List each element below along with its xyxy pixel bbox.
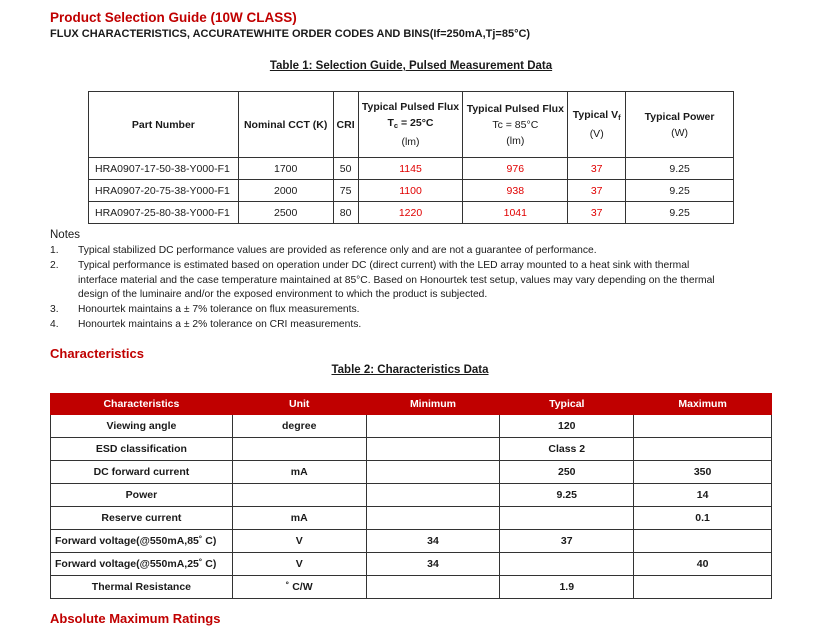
header-unit: Unit: [232, 394, 366, 415]
header-cri: CRI: [333, 92, 358, 158]
header-typical: Typical: [500, 394, 634, 415]
header-flux-85: Typical Pulsed Flux Tc = 85°C (lm): [463, 92, 568, 158]
note-item: 1. Typical stabilized DC performance values are provided as reference only and are not a guarantee of performance.: [50, 245, 597, 256]
table1-header-row: [89, 92, 734, 158]
table2-header-row: [51, 394, 772, 415]
note-item: 4. Honourtek maintains a ± 2% tolerance on CRI measurements.: [50, 319, 362, 330]
table-row: ESD classification Class 2: [51, 438, 772, 461]
header-maximum: Maximum: [634, 394, 772, 415]
table-row: Forward voltage(@550mA,25˚ C) V 34 40: [51, 553, 772, 576]
table-row: Thermal Resistance ˚ C/W 1.9: [51, 576, 772, 599]
notes-heading: Notes: [50, 229, 81, 241]
page-subtitle: FLUX CHARACTERISTICS, ACCURATEWHITE ORDER CODES AND BINS(If=250mA,Tj=85°C): [50, 28, 531, 40]
table-row: HRA0907-17-50-38-Y000-F1 1700 50 1145 976 37 9.25: [89, 158, 734, 180]
header-nominal-cct: Nominal CCT (K): [238, 92, 333, 158]
characteristics-heading: Characteristics: [50, 346, 144, 361]
table-row: HRA0907-25-80-38-Y000-F1 2500 80 1220 1041 37 9.25: [89, 202, 734, 224]
header-part-number: Part Number: [89, 92, 239, 158]
selection-guide-table: [88, 91, 734, 224]
absolute-max-heading: Absolute Maximum Ratings: [50, 611, 221, 626]
header-minimum: Minimum: [366, 394, 500, 415]
table2-caption: Table 2: Characteristics Data: [331, 364, 489, 376]
note-item: 3. Honourtek maintains a ± 7% tolerance on flux measurements.: [50, 304, 360, 315]
table-row: Viewing angle degree 120: [51, 415, 772, 438]
table-row: DC forward current mA 250 350: [51, 461, 772, 484]
note-item: 2. Typical performance is estimated based on operation under DC (direct current) with the LED array mounted to a heat sink with thermal interface material and the case temperature maintained at 85°C. Based on Honourtek test setup, values may vary depending on the thermal design of the luminaire and/or the exposed environment to which the product is subjected.: [50, 260, 715, 300]
table-row: Power 9.25 14: [51, 484, 772, 507]
header-typical-vf: Typical $V_f$ (V): [568, 92, 626, 158]
table1-caption: Table 1: Selection Guide, Pulsed Measurement Data: [269, 60, 553, 72]
page-title: Product Selection Guide (10W CLASS): [50, 10, 297, 25]
header-flux-25: Typical Pulsed Flux $T_c = 25^\circ C$ (lm): [358, 92, 463, 158]
header-typical-power: Typical Power (W): [626, 92, 734, 158]
table-row: Forward voltage(@550mA,85˚ C) V 34 37: [51, 530, 772, 553]
header-characteristics: Characteristics: [51, 394, 233, 415]
characteristics-table: [50, 393, 772, 599]
table-row: Reserve current mA 0.1: [51, 507, 772, 530]
table-row: HRA0907-20-75-38-Y000-F1 2000 75 1100 938 37 9.25: [89, 180, 734, 202]
